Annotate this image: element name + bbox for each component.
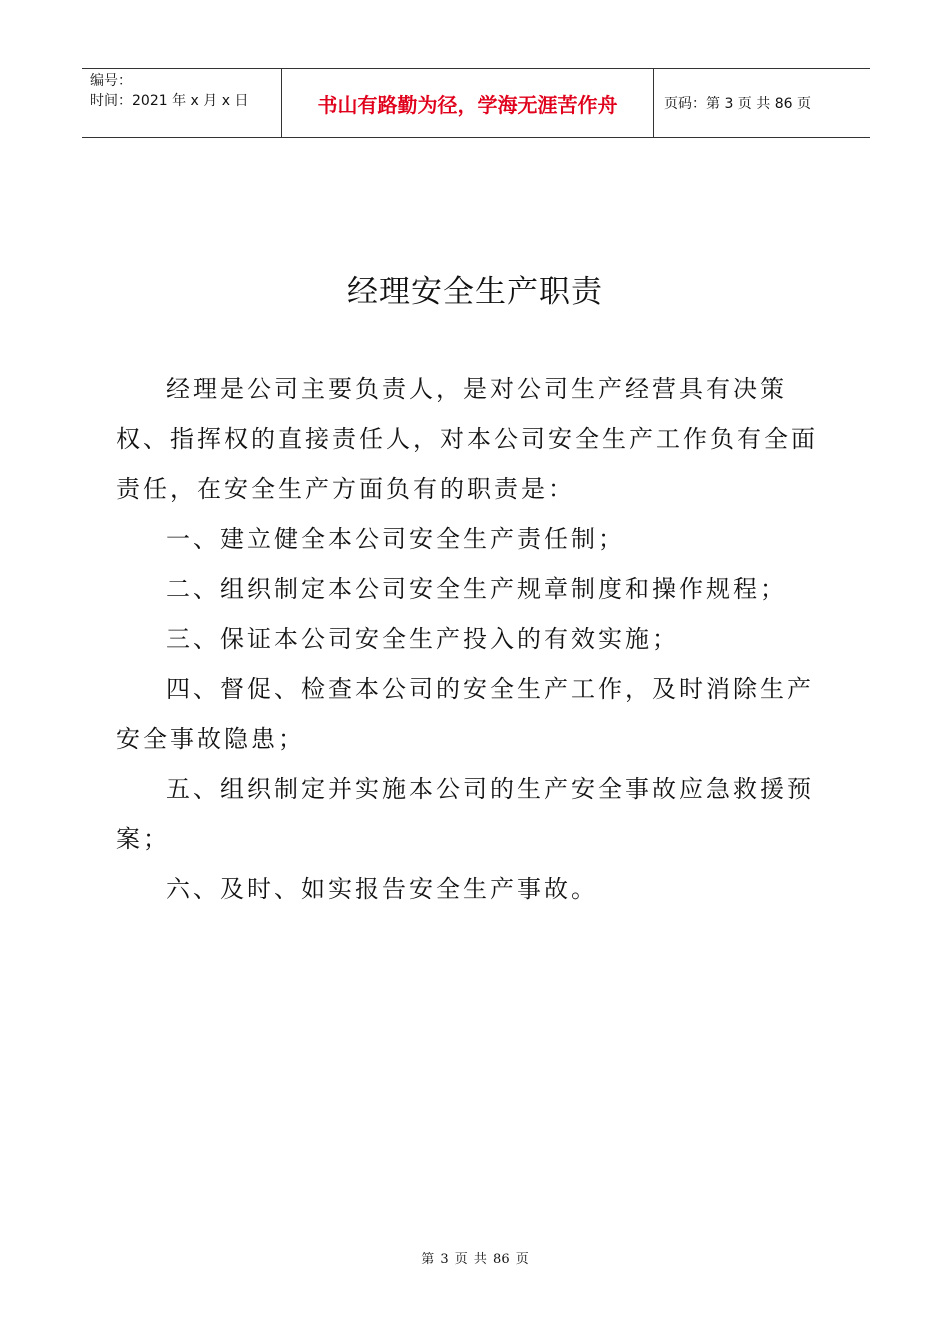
number-label: 编号： [90, 73, 132, 89]
document-title: 经理安全生产职责 [347, 274, 603, 310]
paragraph: 四、督促、检查本公司的安全生产工作，及时消除生产安全事故隐患； [116, 675, 814, 753]
paragraph: 经理是公司主要负责人，是对公司生产经营具有决策权、指挥权的直接责任人，对本公司安全生产工作负有全面责任，在安全生产方面负有的职责是： [116, 375, 818, 503]
header-motto: 书山有路勤为径，学海无涯苦作舟 [282, 69, 654, 137]
page-footer: 第 3 页 共 86 页 [421, 1252, 529, 1267]
page-header [82, 68, 870, 138]
time-label: 时间：2021 年 x 月 x 日 [90, 93, 249, 109]
paragraph: 三、保证本公司安全生产投入的有效实施； [166, 625, 679, 653]
paragraph: 二、组织制定本公司安全生产规章制度和操作规程； [166, 575, 787, 603]
paragraph: 六、及时、如实报告安全生产事故。 [166, 875, 598, 903]
paragraph: 五、组织制定并实施本公司的生产安全事故应急救援预案； [116, 775, 814, 853]
header-page-code: 页码：第 3 页 共 86 页 [664, 96, 811, 112]
paragraph: 一、建立健全本公司安全生产责任制； [166, 525, 625, 553]
header-meta [82, 69, 282, 137]
document-body [116, 364, 840, 914]
